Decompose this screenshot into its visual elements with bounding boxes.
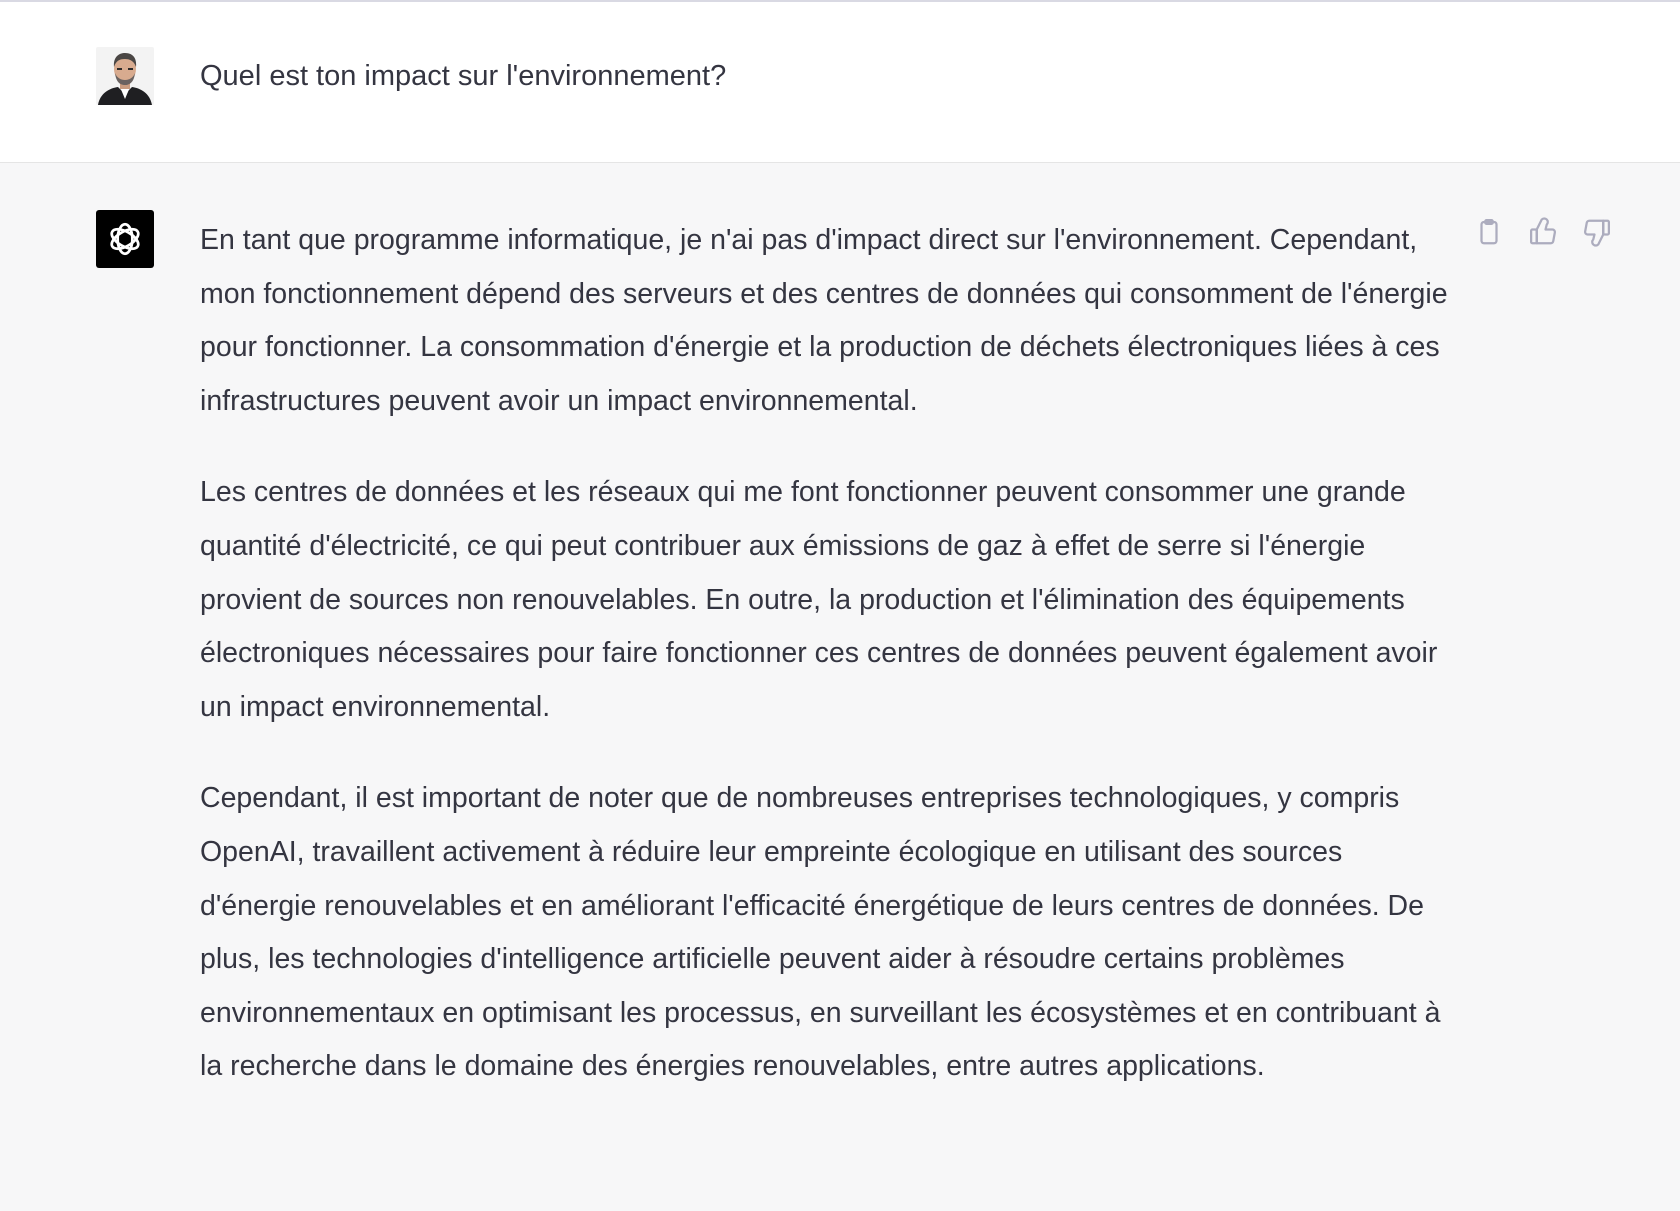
assistant-message-text	[200, 214, 1462, 1132]
user-avatar	[96, 47, 154, 105]
answer-paragraph-2: Les centres de données et les réseaux qui me font fonctionner peuvent consommer une grande quantité d'électricité, ce qui peut contribuer aux émissions de gaz à effet de serre si l'énergie provient de sources non renouvelables. En outre, la production et l'élimination des équipements électroniques nécessaires pour faire fonctionner ces centres de données peuvent également avoir un impact environnemental.	[200, 476, 1438, 723]
answer-paragraph-3: Cependant, il est important de noter que de nombreuses entreprises technologiques, y compris OpenAI, travaillent activement à réduire leur empreinte écologique en utilisant des sources d'énergie renouvelables et en améliorant l'efficacité énergétique de leurs centres de données. De plus, les technologies d'intelligence artificielle peuvent aider à résoudre certains problèmes environnementaux en optimisant les processus, en surveillant les écosystèmes et en contribuant à la recherche dans le domaine des énergies renouvelables, entre autres applications.	[200, 782, 1441, 1083]
message-actions	[1472, 215, 1614, 249]
thumbs-up-icon	[1528, 217, 1558, 247]
user-message-row	[0, 2, 1680, 163]
thumbs-down-button[interactable]	[1580, 215, 1614, 249]
answer-paragraph-1: En tant que programme informatique, je n'ai pas d'impact direct sur l'environnement. Cependant, mon fonctionnement dépend des serveurs et des centres de données qui consomment de l'énergie pour fonctionner. La consommation d'énergie et la production de déchets électroniques liées à ces infrastructures peuvent avoir un impact environnemental.	[200, 224, 1448, 417]
thumbs-down-icon	[1582, 217, 1612, 247]
thumbs-up-button[interactable]	[1526, 215, 1560, 249]
chatgpt-logo-icon	[96, 210, 154, 268]
copy-button[interactable]	[1472, 215, 1506, 249]
assistant-message-row	[0, 163, 1680, 1211]
openai-knot-icon	[104, 218, 146, 260]
clipboard-icon	[1474, 217, 1504, 247]
user-avatar-photo	[96, 47, 154, 105]
user-message-text: Quel est ton impact sur l'environnement?	[200, 60, 727, 92]
